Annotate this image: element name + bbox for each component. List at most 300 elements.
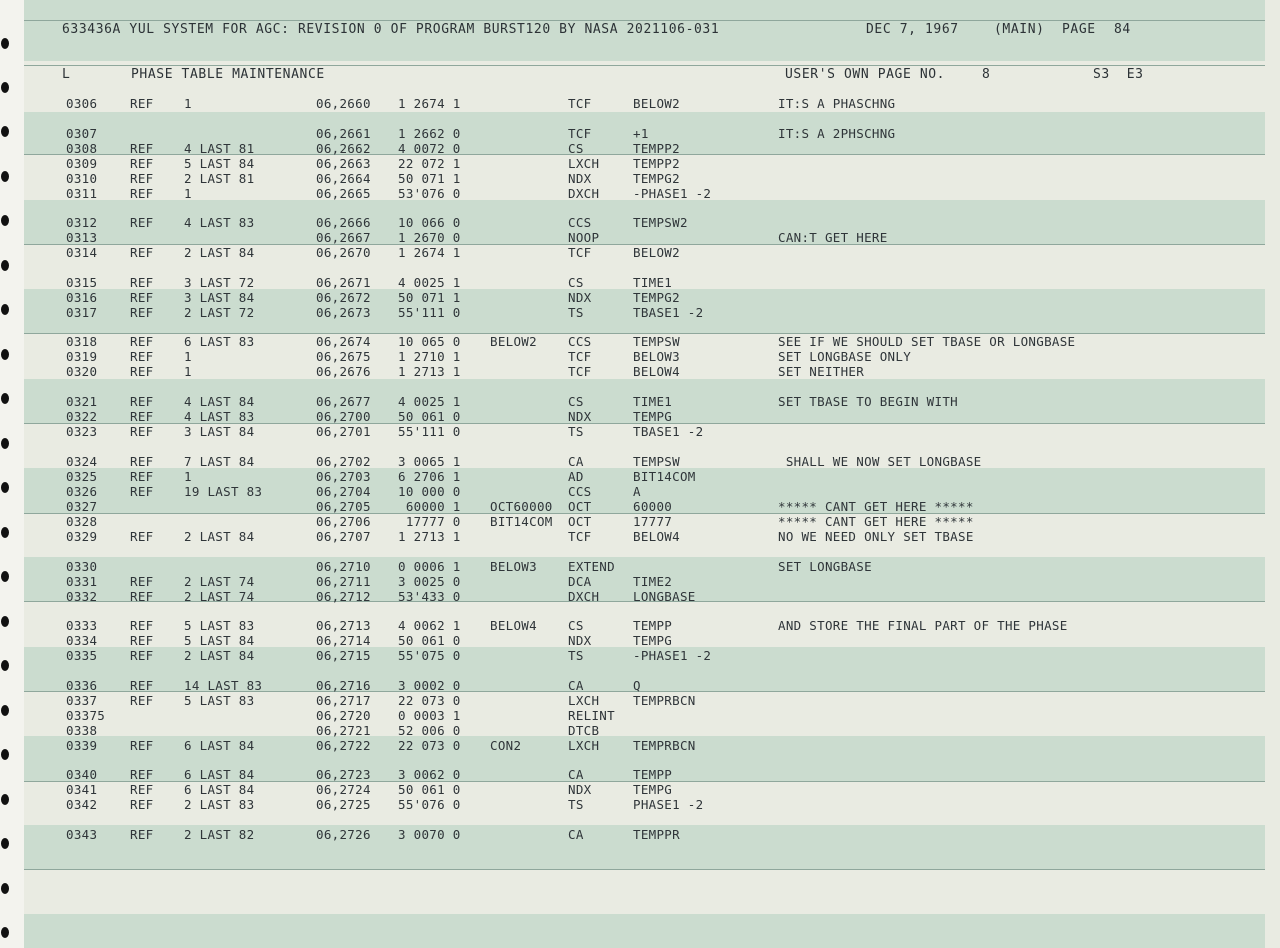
ref-count: 2 LAST 84 <box>184 648 255 663</box>
rule-line <box>24 65 1265 66</box>
ref-marker: REF <box>130 424 154 439</box>
listing-line <box>0 708 1280 723</box>
opcode: EXTEND <box>568 559 615 574</box>
symbol-label: BIT14COM <box>490 514 553 529</box>
operand: Q <box>633 678 641 693</box>
line-number: 0310 <box>66 171 98 186</box>
line-number: 0331 <box>66 574 98 589</box>
operand: BIT14COM <box>633 469 696 484</box>
operand: PHASE1 -2 <box>633 797 704 812</box>
comment: SHALL WE NOW SET LONGBASE <box>778 454 982 469</box>
page-header-title: 633436A YUL SYSTEM FOR AGC: REVISION 0 OF PROGRAM BURST120 BY NASA 2021106-031 <box>62 22 720 37</box>
memory-address: 06,2702 <box>316 454 371 469</box>
ref-count: 1 <box>184 469 192 484</box>
line-number: 0327 <box>66 499 98 514</box>
symbol-label: BELOW3 <box>490 559 537 574</box>
memory-address: 06,2717 <box>316 693 371 708</box>
operand: TIME1 <box>633 394 673 409</box>
page-header-page-number: 84 <box>1114 22 1131 37</box>
opcode: NDX <box>568 290 592 305</box>
opcode: RELINT <box>568 708 615 723</box>
octal-word: 10 066 0 <box>398 215 461 230</box>
ref-marker: REF <box>130 574 154 589</box>
operand: TEMPP <box>633 618 673 633</box>
memory-address: 06,2700 <box>316 409 371 424</box>
ref-marker: REF <box>130 827 154 842</box>
memory-address: 06,2721 <box>316 723 371 738</box>
ref-marker: REF <box>130 409 154 424</box>
listing-line <box>0 693 1280 708</box>
listing-line <box>0 678 1280 693</box>
opcode: CA <box>568 454 584 469</box>
listing-line <box>0 394 1280 409</box>
octal-word: 52 006 0 <box>398 723 461 738</box>
listing-line <box>0 424 1280 439</box>
operand: TEMPSW2 <box>633 215 688 230</box>
opcode: CA <box>568 678 584 693</box>
opcode: CS <box>568 618 584 633</box>
octal-word: 55'111 0 <box>398 424 461 439</box>
opcode: LXCH <box>568 738 600 753</box>
feed-hole <box>1 438 9 449</box>
section-codes: S3 E3 <box>1093 67 1144 82</box>
listing-line <box>0 290 1280 305</box>
ref-marker: REF <box>130 469 154 484</box>
operand: TEMPG2 <box>633 171 680 186</box>
section-title: PHASE TABLE MAINTENANCE <box>131 67 325 82</box>
listing-line <box>0 618 1280 633</box>
memory-address: 06,2707 <box>316 529 371 544</box>
ref-count: 5 LAST 84 <box>184 156 255 171</box>
ref-count: 1 <box>184 349 192 364</box>
operand: TEMPG <box>633 409 673 424</box>
opcode: NDX <box>568 633 592 648</box>
ref-count: 5 LAST 84 <box>184 633 255 648</box>
listing-line <box>0 782 1280 797</box>
page-header-part: (MAIN) <box>994 22 1045 37</box>
memory-address: 06,2715 <box>316 648 371 663</box>
ref-marker: REF <box>130 186 154 201</box>
ref-count: 5 LAST 83 <box>184 618 255 633</box>
symbol-label: OCT60000 <box>490 499 553 514</box>
operand: TBASE1 -2 <box>633 424 704 439</box>
ref-marker: REF <box>130 529 154 544</box>
ref-count: 6 LAST 84 <box>184 782 255 797</box>
memory-address: 06,2723 <box>316 767 371 782</box>
octal-word: 1 2710 1 <box>398 349 461 364</box>
ref-count: 14 LAST 83 <box>184 678 263 693</box>
listing-line <box>0 215 1280 230</box>
octal-word: 50 071 1 <box>398 171 461 186</box>
memory-address: 06,2676 <box>316 364 371 379</box>
memory-address: 06,2660 <box>316 96 371 111</box>
listing-line <box>0 723 1280 738</box>
octal-word: 22 073 0 <box>398 738 461 753</box>
octal-word: 60000 1 <box>398 499 461 514</box>
operand: BELOW2 <box>633 96 680 111</box>
opcode: CCS <box>568 334 592 349</box>
comment: ***** CANT GET HERE ***** <box>778 499 974 514</box>
line-number: 0320 <box>66 364 98 379</box>
octal-word: 22 072 1 <box>398 156 461 171</box>
feed-hole <box>1 260 9 271</box>
operand: 60000 <box>633 499 673 514</box>
listing-line <box>0 409 1280 424</box>
ref-count: 4 LAST 81 <box>184 141 255 156</box>
operand: 17777 <box>633 514 673 529</box>
octal-word: 10 000 0 <box>398 484 461 499</box>
opcode: TCF <box>568 529 592 544</box>
line-number: 0324 <box>66 454 98 469</box>
opcode: DCA <box>568 574 592 589</box>
page-header-date: DEC 7, 1967 <box>866 22 959 37</box>
memory-address: 06,2675 <box>316 349 371 364</box>
ref-count: 4 LAST 84 <box>184 394 255 409</box>
memory-address: 06,2665 <box>316 186 371 201</box>
listing-line <box>0 589 1280 604</box>
memory-address: 06,2716 <box>316 678 371 693</box>
ref-marker: REF <box>130 96 154 111</box>
ref-marker: REF <box>130 738 154 753</box>
listing-line <box>0 633 1280 648</box>
listing-line <box>0 827 1280 842</box>
comment: SET LONGBASE ONLY <box>778 349 912 364</box>
ref-marker: REF <box>130 290 154 305</box>
ref-count: 1 <box>184 186 192 201</box>
octal-word: 0 0003 1 <box>398 708 461 723</box>
opcode: CS <box>568 394 584 409</box>
ref-marker: REF <box>130 156 154 171</box>
ref-count: 2 LAST 74 <box>184 574 255 589</box>
memory-address: 06,2703 <box>316 469 371 484</box>
ref-count: 3 LAST 84 <box>184 424 255 439</box>
listing-line <box>0 514 1280 529</box>
operand: TEMPSW <box>633 454 680 469</box>
opcode: CCS <box>568 484 592 499</box>
octal-word: 55'076 0 <box>398 797 461 812</box>
ref-marker: REF <box>130 141 154 156</box>
comment: NO WE NEED ONLY SET TBASE <box>778 529 974 544</box>
octal-word: 50 061 0 <box>398 782 461 797</box>
comment: AND STORE THE FINAL PART OF THE PHASE <box>778 618 1068 633</box>
listing-line <box>0 230 1280 245</box>
users-page-label: USER'S OWN PAGE NO. <box>785 67 946 82</box>
ref-count: 2 LAST 84 <box>184 245 255 260</box>
operand: -PHASE1 -2 <box>633 648 712 663</box>
line-number: 0306 <box>66 96 98 111</box>
line-number: 0309 <box>66 156 98 171</box>
operand: BELOW4 <box>633 364 680 379</box>
listing-line <box>0 454 1280 469</box>
operand: TEMPRBCN <box>633 738 696 753</box>
memory-address: 06,2713 <box>316 618 371 633</box>
memory-address: 06,2674 <box>316 334 371 349</box>
ref-marker: REF <box>130 245 154 260</box>
opcode: CS <box>568 141 584 156</box>
octal-word: 1 2662 0 <box>398 126 461 141</box>
listing-line <box>0 499 1280 514</box>
listing-line <box>0 156 1280 171</box>
comment: IT:S A PHASCHNG <box>778 96 896 111</box>
memory-address: 06,2667 <box>316 230 371 245</box>
ref-count: 3 LAST 84 <box>184 290 255 305</box>
line-number: 0342 <box>66 797 98 812</box>
operand: BELOW3 <box>633 349 680 364</box>
listing-line <box>0 126 1280 141</box>
operand: TEMPG <box>633 633 673 648</box>
line-number: 0328 <box>66 514 98 529</box>
listing-line <box>0 738 1280 753</box>
opcode: LXCH <box>568 693 600 708</box>
listing-line <box>0 469 1280 484</box>
listing-line <box>0 275 1280 290</box>
listing-line <box>0 364 1280 379</box>
opcode: DXCH <box>568 186 600 201</box>
memory-address: 06,2710 <box>316 559 371 574</box>
comment: SET NEITHER <box>778 364 865 379</box>
line-number: 0316 <box>66 290 98 305</box>
opcode: TCF <box>568 126 592 141</box>
line-number: 0343 <box>66 827 98 842</box>
octal-word: 1 2674 1 <box>398 245 461 260</box>
opcode: DTCB <box>568 723 600 738</box>
opcode: TS <box>568 424 584 439</box>
memory-address: 06,2663 <box>316 156 371 171</box>
feed-hole <box>1 82 9 93</box>
opcode: CA <box>568 767 584 782</box>
memory-address: 06,2677 <box>316 394 371 409</box>
listing-line <box>0 245 1280 260</box>
memory-address: 06,2714 <box>316 633 371 648</box>
listing-line <box>0 305 1280 320</box>
line-number: 0333 <box>66 618 98 633</box>
operand: TEMPP2 <box>633 141 680 156</box>
memory-address: 06,2672 <box>316 290 371 305</box>
ref-count: 4 LAST 83 <box>184 215 255 230</box>
ref-count: 2 LAST 82 <box>184 827 255 842</box>
opcode: OCT <box>568 514 592 529</box>
listing-line <box>0 797 1280 812</box>
operand: TEMPP2 <box>633 156 680 171</box>
octal-word: 50 071 1 <box>398 290 461 305</box>
opcode: NOOP <box>568 230 600 245</box>
feed-hole <box>1 38 9 49</box>
memory-address: 06,2720 <box>316 708 371 723</box>
listing-line <box>0 141 1280 156</box>
line-number: 0329 <box>66 529 98 544</box>
ref-count: 6 LAST 84 <box>184 767 255 782</box>
line-number: 0318 <box>66 334 98 349</box>
octal-word: 53'433 0 <box>398 589 461 604</box>
ref-marker: REF <box>130 364 154 379</box>
line-number: 0340 <box>66 767 98 782</box>
memory-address: 06,2661 <box>316 126 371 141</box>
memory-address: 06,2670 <box>316 245 371 260</box>
ref-count: 7 LAST 84 <box>184 454 255 469</box>
operand: TEMPSW <box>633 334 680 349</box>
octal-word: 4 0025 1 <box>398 275 461 290</box>
ref-marker: REF <box>130 589 154 604</box>
operand: TIME2 <box>633 574 673 589</box>
opcode: CS <box>568 275 584 290</box>
octal-word: 55'075 0 <box>398 648 461 663</box>
octal-word: 1 2713 1 <box>398 529 461 544</box>
octal-word: 3 0025 0 <box>398 574 461 589</box>
octal-word: 6 2706 1 <box>398 469 461 484</box>
opcode: OCT <box>568 499 592 514</box>
listing-mode: L <box>62 67 71 82</box>
line-number: 0322 <box>66 409 98 424</box>
ref-count: 6 LAST 84 <box>184 738 255 753</box>
feed-hole <box>1 927 9 938</box>
line-number: 0323 <box>66 424 98 439</box>
listing-line <box>0 767 1280 782</box>
ref-count: 2 LAST 81 <box>184 171 255 186</box>
octal-word: 4 0025 1 <box>398 394 461 409</box>
operand: BELOW4 <box>633 529 680 544</box>
operand: A <box>633 484 641 499</box>
memory-address: 06,2711 <box>316 574 371 589</box>
listing-line <box>0 529 1280 544</box>
opcode: TCF <box>568 364 592 379</box>
ref-marker: REF <box>130 305 154 320</box>
octal-word: 1 2713 1 <box>398 364 461 379</box>
line-number: 0317 <box>66 305 98 320</box>
ref-marker: REF <box>130 454 154 469</box>
memory-address: 06,2726 <box>316 827 371 842</box>
line-number: 0319 <box>66 349 98 364</box>
listing-line <box>0 96 1280 111</box>
ref-marker: REF <box>130 618 154 633</box>
operand: TEMPG2 <box>633 290 680 305</box>
line-number: 03375 <box>66 708 106 723</box>
octal-word: 3 0070 0 <box>398 827 461 842</box>
memory-address: 06,2664 <box>316 171 371 186</box>
ref-count: 2 LAST 74 <box>184 589 255 604</box>
memory-address: 06,2722 <box>316 738 371 753</box>
octal-word: 1 2670 0 <box>398 230 461 245</box>
line-number: 0335 <box>66 648 98 663</box>
comment: IT:S A 2PHSCHNG <box>778 126 896 141</box>
octal-word: 10 065 0 <box>398 334 461 349</box>
comment: ***** CANT GET HERE ***** <box>778 514 974 529</box>
ref-count: 5 LAST 83 <box>184 693 255 708</box>
ref-marker: REF <box>130 767 154 782</box>
memory-address: 06,2701 <box>316 424 371 439</box>
ref-count: 3 LAST 72 <box>184 275 255 290</box>
ref-marker: REF <box>130 334 154 349</box>
symbol-label: BELOW2 <box>490 334 537 349</box>
ref-count: 19 LAST 83 <box>184 484 263 499</box>
line-number: 0338 <box>66 723 98 738</box>
operand: LONGBASE <box>633 589 696 604</box>
listing-line <box>0 186 1280 201</box>
ref-count: 2 LAST 72 <box>184 305 255 320</box>
line-number: 0307 <box>66 126 98 141</box>
ref-marker: REF <box>130 633 154 648</box>
line-number: 0313 <box>66 230 98 245</box>
opcode: TCF <box>568 349 592 364</box>
operand: +1 <box>633 126 649 141</box>
rule-line <box>24 20 1265 21</box>
listing-line <box>0 648 1280 663</box>
ref-count: 1 <box>184 96 192 111</box>
line-number: 0330 <box>66 559 98 574</box>
ref-marker: REF <box>130 648 154 663</box>
line-number: 0337 <box>66 693 98 708</box>
memory-address: 06,2671 <box>316 275 371 290</box>
octal-word: 17777 0 <box>398 514 461 529</box>
octal-word: 3 0002 0 <box>398 678 461 693</box>
page-header-page-label: PAGE <box>1062 22 1096 37</box>
operand: BELOW2 <box>633 245 680 260</box>
ref-marker: REF <box>130 678 154 693</box>
ref-marker: REF <box>130 693 154 708</box>
feed-hole <box>1 883 9 894</box>
comment: SEE IF WE SHOULD SET TBASE OR LONGBASE <box>778 334 1076 349</box>
octal-word: 50 061 0 <box>398 633 461 648</box>
operand: TEMPPR <box>633 827 680 842</box>
users-page-number: 8 <box>982 67 991 82</box>
ref-marker: REF <box>130 797 154 812</box>
rule-line <box>24 869 1265 870</box>
paper-band <box>24 914 1265 948</box>
line-number: 0312 <box>66 215 98 230</box>
operand: TIME1 <box>633 275 673 290</box>
octal-word: 53'076 0 <box>398 186 461 201</box>
octal-word: 50 061 0 <box>398 409 461 424</box>
opcode: TCF <box>568 245 592 260</box>
octal-word: 4 0072 0 <box>398 141 461 156</box>
listing-line <box>0 484 1280 499</box>
memory-address: 06,2725 <box>316 797 371 812</box>
memory-address: 06,2666 <box>316 215 371 230</box>
listing-line <box>0 574 1280 589</box>
ref-count: 4 LAST 83 <box>184 409 255 424</box>
memory-address: 06,2712 <box>316 589 371 604</box>
ref-marker: REF <box>130 275 154 290</box>
listing-line <box>0 334 1280 349</box>
ref-count: 1 <box>184 364 192 379</box>
line-number: 0321 <box>66 394 98 409</box>
ref-marker: REF <box>130 171 154 186</box>
operand: TBASE1 -2 <box>633 305 704 320</box>
opcode: AD <box>568 469 584 484</box>
octal-word: 0 0006 1 <box>398 559 461 574</box>
ref-count: 2 LAST 84 <box>184 529 255 544</box>
memory-address: 06,2704 <box>316 484 371 499</box>
ref-marker: REF <box>130 782 154 797</box>
octal-word: 3 0062 0 <box>398 767 461 782</box>
opcode: TS <box>568 797 584 812</box>
line-number: 0311 <box>66 186 98 201</box>
opcode: TCF <box>568 96 592 111</box>
listing-line <box>0 171 1280 186</box>
ref-marker: REF <box>130 215 154 230</box>
opcode: TS <box>568 305 584 320</box>
line-number: 0325 <box>66 469 98 484</box>
line-number: 0315 <box>66 275 98 290</box>
octal-word: 55'111 0 <box>398 305 461 320</box>
opcode: NDX <box>568 409 592 424</box>
listing-line <box>0 349 1280 364</box>
memory-address: 06,2705 <box>316 499 371 514</box>
line-number: 0314 <box>66 245 98 260</box>
comment: SET TBASE TO BEGIN WITH <box>778 394 958 409</box>
line-number: 0332 <box>66 589 98 604</box>
operand: TEMPG <box>633 782 673 797</box>
ref-count: 2 LAST 83 <box>184 797 255 812</box>
